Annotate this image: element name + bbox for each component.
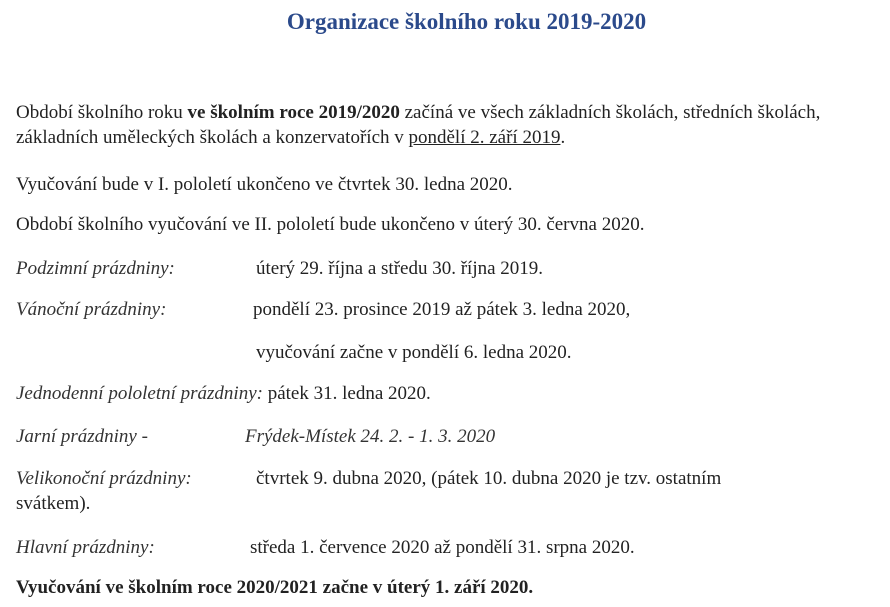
intro-school-year: ve školním roce 2019/2020: [187, 102, 400, 123]
easter-holiday-value: čtvrtek 9. dubna 2020, (pátek 10. dubna 2020 je tzv. ostatním: [256, 468, 722, 489]
half-year-holiday-value: pátek 31. ledna 2020.: [267, 383, 431, 404]
christmas-holiday-label: Vánoční prázdniny:: [16, 299, 167, 320]
half-year-holiday-row: [16, 381, 884, 406]
intro-text-1: Období školního roku: [16, 102, 188, 123]
intro-paragraph: [16, 100, 884, 150]
easter-holiday-row-2: [16, 491, 884, 516]
second-term-end: Období školního vyučování ve II. pololetí bude ukončeno v úterý 30. června 2020.: [16, 214, 645, 235]
main-holiday-label: Hlavní prázdniny:: [16, 537, 155, 558]
intro-text-2: začíná ve všech základních školách, středních školách, základních uměleckých školách a konzervatořích v: [16, 102, 821, 148]
autumn-holiday-value: úterý 29. října a středu 30. října 2019.: [256, 258, 544, 279]
christmas-holiday-value-2: vyučování začne v pondělí 6. ledna 2020.: [256, 342, 572, 363]
spring-holiday-label: Jarní prázdniny -: [16, 426, 148, 447]
main-holiday-value: středa 1. července 2020 až pondělí 31. srpna 2020.: [250, 537, 635, 558]
first-term-end: Vyučování bude v I. pololetí ukončeno ve čtvrtek 30. ledna 2020.: [16, 174, 513, 195]
spring-holiday-value: Frýdek-Místek 24. 2. - 1. 3. 2020: [245, 426, 496, 447]
autumn-holiday-label: Podzimní prázdniny:: [16, 258, 175, 279]
easter-holiday-value-2: svátkem).: [16, 493, 91, 514]
intro-start-date: pondělí 2. září 2019: [408, 127, 561, 148]
page-title: Organizace školního roku 2019-2020: [286, 9, 647, 34]
easter-holiday-label: Velikonoční prázdniny:: [16, 468, 192, 489]
intro-end: .: [560, 127, 566, 148]
christmas-holiday-value: pondělí 23. prosince 2019 až pátek 3. ledna 2020,: [253, 299, 631, 320]
half-year-holiday-label: Jednodenní pololetní prázdniny:: [16, 383, 263, 404]
next-year-start: Vyučování ve školním roce 2020/2021 začne v úterý 1. září 2020.: [16, 577, 534, 598]
